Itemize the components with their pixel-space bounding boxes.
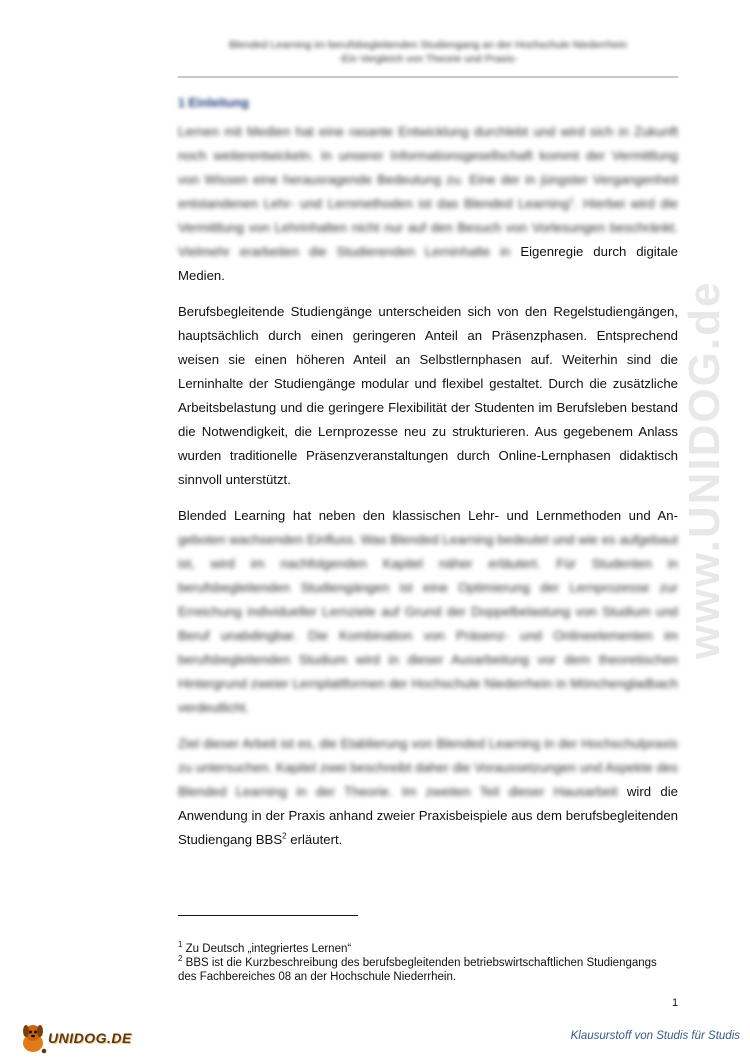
page-number: 1 [672, 997, 679, 1009]
blurred-text: geboten wachsenden Einfluss. Was Blended Learning bedeutet und wie es aufgebaut ist, wird im nachfolgenden Kapitel näher erläutert. Für Studenten in berufsbegleitenden Studiengängen ist eine Optimierung der Lernprozesse zur Erreichung individueller Lernziele auf Grund der Doppelbelastung von Studium und Beruf unabdingbar. Die Kombination von Präsenz- und Onlineelementen im berufsbegleitenden Studium wird in dieser Ausarbeitung vor dem theoretischen Hintergrund zweier Lernplattformen der Hochschule Niederrhein in Mönchengladbach verdeutlicht. [178, 532, 678, 715]
paragraph-4 [178, 732, 678, 852]
header-line-1: Blended Learning im berufsbegleitenden Studiengang an der Hochschule Niederrhein [228, 39, 628, 51]
footnote-rule [178, 915, 358, 916]
visible-text: Blended Learning hat neben den klassischen Lehr- und Lernmethoden und An- [178, 508, 678, 523]
paragraph-2: Berufsbegleitende Studiengänge unterscheiden sich von den Regelstudiengängen, hauptsächlich durch einen geringeren Anteil an Präsenzphasen. Entsprechend weisen sie einen höheren Anteil an Selbstlernphasen auf. Weiterhin sind die Lerninhalte der Studiengänge modular und flexibel gestaltet. Durch die zusätzliche Arbeitsbelastung und die geringere Flexibilität der Studenten im Berufsleben bestand die Notwendigkeit, die Lernprozesse neu zu strukturieren. Aus gegebenem Anlass wurden traditionelle Präsenzveranstaltungen durch Online-Lernphasen didaktisch sinnvoll unterstützt. [178, 304, 678, 487]
footnote-1 [178, 942, 678, 956]
visible-text: Eigenregie durch digitale Medien. [178, 244, 678, 283]
visible-text-end: erläutert. [286, 832, 343, 847]
footnote-2 [178, 956, 678, 984]
header-line-2: -Ein Vergleich von Theorie und Praxis- [338, 53, 518, 65]
section-title: 1 Einleitung [178, 96, 249, 110]
footnote-ref: 2 [282, 831, 287, 841]
footnote-text: BBS ist die Kurzbeschreibung des berufsbegleitenden betriebswirtschaftlichen Studiengangs des Fachbereiches 08 an der Hochschule Niederrhein. [178, 957, 657, 983]
logo-text: UNIDOG.DE [48, 1030, 132, 1046]
paragraph-3 [178, 504, 678, 720]
blurred-text: . Hierbei wird die Vermittlung von Lehrinhalten nicht nur auf den Besuch von Vorlesungen beschränkt. Vielmehr erarbeiten die Studierenden Lerninhalte in [178, 196, 678, 259]
footnote-marker: 1 [178, 940, 183, 950]
blurred-text: Ziel dieser Arbeit ist es, die Etablierung von Blended Learning in der Hochschulpraxis zu untersuchen. Kapitel zwei beschreibt daher die Voraussetzungen und Aspekte des Blended Learning in der Theorie. Im zweiten Teil dieser Hausarbeit [178, 736, 678, 799]
footnote-ref: 1 [569, 195, 574, 205]
running-header [178, 38, 678, 66]
blurred-text: Lernen mit Medien hat eine rasante Entwicklung durchlebt und wird sich in Zukunft noch weiterentwickeln. In unserer Informationsgesellschaft kommt der Vermittlung von Wissen eine herausragende Bedeutung zu. Eine der in jüngster Vergangenheit entstandenen Lehr- und Lernmethoden ist das Blended Learning [178, 124, 678, 211]
paragraph-1 [178, 120, 678, 288]
dog-icon [18, 1021, 48, 1055]
footnotes [178, 942, 678, 984]
header-rule [178, 76, 678, 78]
footnote-marker: 2 [178, 954, 183, 964]
footnote-text: Zu Deutsch „integriertes Lernen“ [182, 943, 352, 955]
watermark: www.UNIDOG.de [680, 280, 729, 660]
footer-slogan: Klausurstoff von Studis für Studis [570, 1030, 740, 1042]
visible-text: wird die Anwendung in der Praxis anhand zweier Praxisbeispiele aus dem berufsbegleitenden Studiengang BBS [178, 784, 678, 847]
unidog-logo[interactable] [18, 1018, 132, 1058]
